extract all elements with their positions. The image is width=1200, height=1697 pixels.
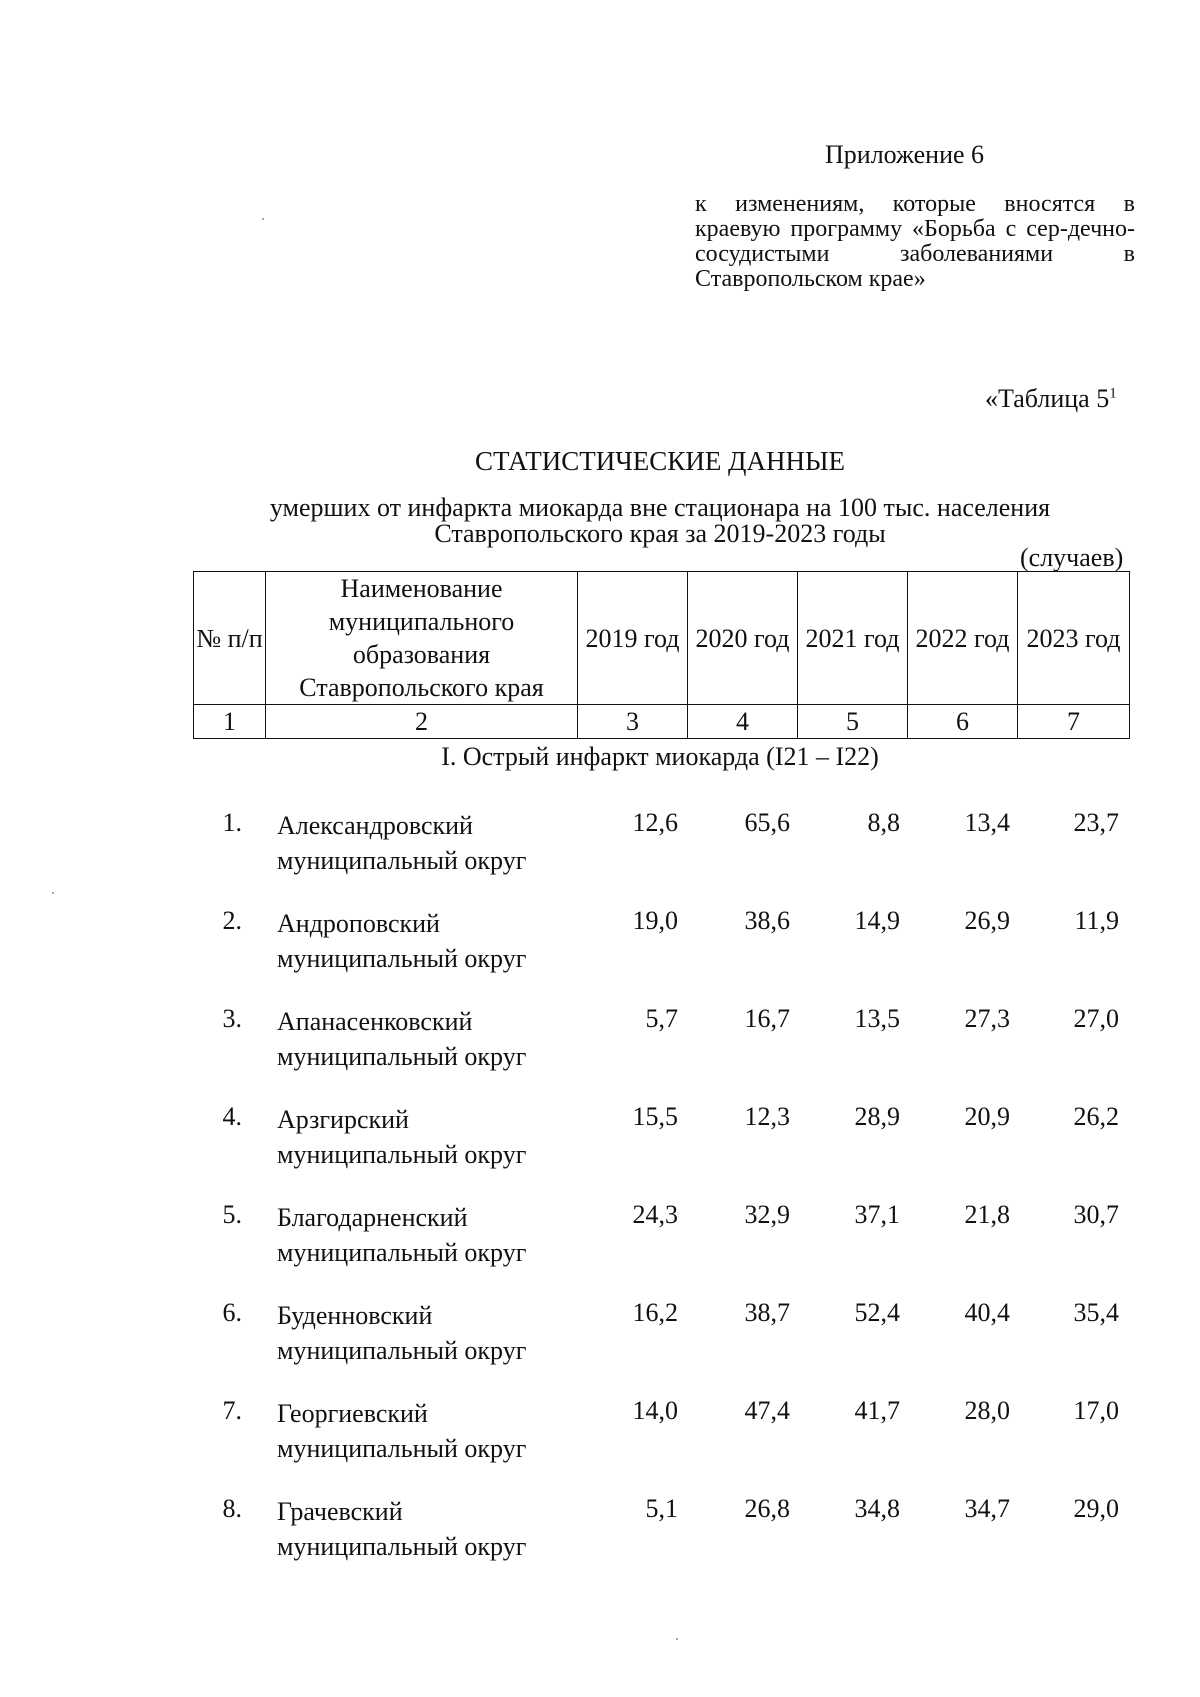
value-2020: 32,9 xyxy=(744,1200,790,1229)
value-2019: 12,6 xyxy=(632,808,678,837)
value-2021: 34,8 xyxy=(854,1494,900,1523)
value-2022: 13,4 xyxy=(964,808,1010,837)
appendix-title: Приложение 6 xyxy=(825,140,985,169)
row-number: 4. xyxy=(222,1102,242,1131)
header-year-2019: 2019 год xyxy=(578,572,688,705)
row-number: 2. xyxy=(222,906,242,935)
table-reference xyxy=(985,384,1117,414)
row-number: 7. xyxy=(222,1396,242,1425)
table-reference-superscript: 1 xyxy=(1109,385,1117,402)
value-2020: 65,6 xyxy=(744,808,790,837)
table-row xyxy=(0,1298,1200,1396)
value-2023: 17,0 xyxy=(1073,1396,1119,1425)
municipality-name: Арзгирский муниципальный округ xyxy=(277,1105,527,1169)
value-2021: 28,9 xyxy=(854,1102,900,1131)
value-2020: 47,4 xyxy=(744,1396,790,1425)
value-2019: 24,3 xyxy=(632,1200,678,1229)
municipality-name: Андроповский муниципальный округ xyxy=(277,909,527,973)
table-row xyxy=(0,1200,1200,1298)
municipality-name: Грачевский муниципальный округ xyxy=(277,1497,527,1561)
column-number-row xyxy=(194,705,1130,739)
value-2022: 28,0 xyxy=(964,1396,1010,1425)
value-2023: 30,7 xyxy=(1073,1200,1119,1229)
row-number: 6. xyxy=(222,1298,242,1327)
value-2019: 14,0 xyxy=(632,1396,678,1425)
header-row xyxy=(194,572,1130,705)
value-2022: 26,9 xyxy=(964,906,1010,935)
table-row xyxy=(0,808,1200,906)
table-row xyxy=(0,1102,1200,1200)
column-number: 7 xyxy=(1018,705,1130,739)
value-2023: 27,0 xyxy=(1073,1004,1119,1033)
header-year-2023: 2023 год xyxy=(1018,572,1130,705)
value-2022: 40,4 xyxy=(964,1298,1010,1327)
value-2023: 35,4 xyxy=(1073,1298,1119,1327)
value-2019: 19,0 xyxy=(632,906,678,935)
column-number: 1 xyxy=(194,705,266,739)
municipality-name: Александровский муниципальный округ xyxy=(277,811,527,875)
row-number: 8. xyxy=(222,1494,242,1523)
scan-speck xyxy=(676,1638,678,1640)
table-reference-label: «Таблица 5 xyxy=(985,384,1110,413)
value-2020: 12,3 xyxy=(744,1102,790,1131)
units-label: (случаев) xyxy=(1020,543,1124,572)
header-year-2022: 2022 год xyxy=(908,572,1018,705)
municipality-name: Георгиевский муниципальный округ xyxy=(277,1399,527,1463)
value-2022: 27,3 xyxy=(964,1004,1010,1033)
table-body xyxy=(0,808,1200,1592)
value-2020: 38,7 xyxy=(744,1298,790,1327)
value-2020: 38,6 xyxy=(744,906,790,935)
value-2019: 15,5 xyxy=(632,1102,678,1131)
column-number: 3 xyxy=(578,705,688,739)
value-2021: 8,8 xyxy=(867,808,900,837)
value-2022: 21,8 xyxy=(964,1200,1010,1229)
value-2023: 23,7 xyxy=(1073,808,1119,837)
column-number: 5 xyxy=(798,705,908,739)
table-row xyxy=(0,1004,1200,1102)
document-subtitle: умерших от инфаркта миокарда вне стационара на 100 тыс. населения Ставропольского края за 2019-2023 годы xyxy=(269,493,1051,548)
header-year-2020: 2020 год xyxy=(688,572,798,705)
table-row xyxy=(0,1494,1200,1592)
value-2023: 26,2 xyxy=(1073,1102,1119,1131)
column-number: 4 xyxy=(688,705,798,739)
column-number: 2 xyxy=(266,705,578,739)
value-2021: 37,1 xyxy=(854,1200,900,1229)
row-number: 1. xyxy=(222,808,242,837)
value-2021: 14,9 xyxy=(854,906,900,935)
municipality-name: Апанасенковский муниципальный округ xyxy=(277,1007,527,1071)
value-2019: 16,2 xyxy=(632,1298,678,1327)
value-2019: 5,7 xyxy=(645,1004,678,1033)
value-2019: 5,1 xyxy=(645,1494,678,1523)
table-row xyxy=(0,1396,1200,1494)
value-2022: 34,7 xyxy=(964,1494,1010,1523)
header-municipality: Наименование муниципального образования Ставропольского края xyxy=(266,572,578,705)
value-2023: 29,0 xyxy=(1073,1494,1119,1523)
scan-speck xyxy=(52,892,54,894)
value-2021: 41,7 xyxy=(854,1396,900,1425)
table-header xyxy=(193,571,1130,739)
header-number: № п/п xyxy=(194,572,266,705)
table-row xyxy=(0,906,1200,1004)
scan-speck xyxy=(262,218,264,220)
value-2020: 16,7 xyxy=(744,1004,790,1033)
row-number: 3. xyxy=(222,1004,242,1033)
value-2021: 13,5 xyxy=(854,1004,900,1033)
municipality-name: Буденновский муниципальный округ xyxy=(277,1301,527,1365)
row-number: 5. xyxy=(222,1200,242,1229)
municipality-name: Благодарненский муниципальный округ xyxy=(277,1203,527,1267)
header-year-2021: 2021 год xyxy=(798,572,908,705)
section-heading: I. Острый инфаркт миокарда (I21 – I22) xyxy=(441,742,879,771)
value-2023: 11,9 xyxy=(1074,906,1119,935)
value-2022: 20,9 xyxy=(964,1102,1010,1131)
column-number: 6 xyxy=(908,705,1018,739)
value-2020: 26,8 xyxy=(744,1494,790,1523)
document-title: СТАТИСТИЧЕСКИЕ ДАННЫЕ xyxy=(474,446,846,476)
value-2021: 52,4 xyxy=(854,1298,900,1327)
appendix-text: к изменениям, которые вносятся в краевую программу «Борьба с сер-дечно-сосудистыми заболеваниями в Ставропольском крае» xyxy=(695,191,1135,292)
